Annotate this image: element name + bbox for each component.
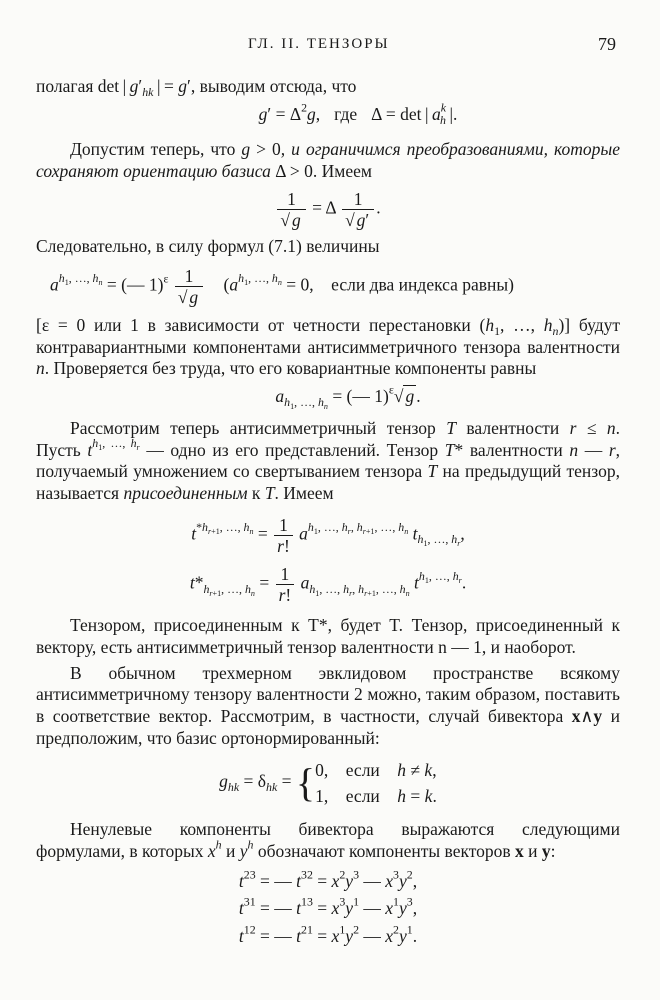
equation-sqrt-g: $\frac{1}{√ g}$ = Δ $\frac{1}{√ g'}$ . <box>36 189 620 230</box>
page-number: 79 <box>598 34 616 54</box>
equation-g-prime: $g' = \Delta^2g$, где Δ = det | $a^k_h$ |. <box>258 100 458 127</box>
equation-t31: $t^{31}$ = — $t^{13} = x^3y^1$ — $x^1y^3$, <box>238 895 418 919</box>
paragraph-6: Тензором, присоединенным к T*, будет T. Тензор, присоединенный к вектору, есть антисимметричный тензор валентности n — 1, и наоборот. <box>36 615 620 657</box>
paragraph-3: Следовательно, в силу формул (7.1) величины <box>36 236 380 257</box>
equation-t-star-upper: $t^{*h_{r+1}, \dots, h_n}$ = $\frac{1}{r!}$ $a^{h_1, \dots, h_r, h_{r+1}, \dots, h_n}$ $t_{h_1, \dots, h_r}$, <box>191 514 465 556</box>
equation-kronecker: $g_{hk} = \delta_{hk}$ = { 0, если h ≠ k, 1, если h = k. <box>219 760 437 807</box>
paragraph-8: Ненулевые компоненты бивектора выражаются следующими формулами, в которых $x^h$ и $y^h$ обозначают компоненты векторов x и y: <box>36 819 620 862</box>
equation-a-lower: $a_{h_1, \dots, h_n}$ = (— 1)$^\varepsilon$√ g . <box>275 382 421 412</box>
running-header <box>0 36 660 62</box>
equation-t23: $t^{23}$ = — $t^{32} = x^2y^3$ — $x^3y^2$, <box>238 867 418 891</box>
equation-t-star-lower: $t*_{h_{r+1}, \dots, h_n}$ = $\frac{1}{r!}$ $a_{h_1, \dots, h_r, h_{r+1}, \dots, h_n}$ $t^{h_1, \dots, h_r}$. <box>189 563 467 606</box>
equation-t12: $t^{12}$ = — $t^{21} = x^1y^2$ — $x^2y^1$. <box>238 922 418 947</box>
paragraph-5: Рассмотрим теперь антисимметричный тензор T валентности r ≤ n. Пусть $t^{h_1, \dots, h_r}$ — одно из его представлений. Тензор T* валентности n — r, получаемый умножением со свертыванием тензора T на предыдущий тензор, называется присоединенным к T. Имеем <box>36 417 621 503</box>
paragraph-7: В обычном трехмерном эвклидовом пространстве всякому антисимметричному тензору валентности 2 можно, таким образом, поставить в соответствие вектор. Рассмотрим, в частности, случай бивектора x∧y и предположим, что базис ортонормированный: <box>36 662 620 748</box>
paragraph-1: полагая det | $g'_{hk}$ | = g′, выводим отсюда, что <box>36 76 357 100</box>
page-body <box>36 76 620 954</box>
paragraph-4: [ε = 0 или 1 в зависимости от четности перестановки ($h_1$, …, $h_n$)] будут контравариантными компонентами антисимметричного тензора валентности n. Проверяется без труда, что его ковариантные компоненты равны <box>36 315 621 379</box>
chapter-title: ГЛ. II. ТЕНЗОРЫ <box>248 36 390 52</box>
paragraph-2: Допустим теперь, что g > 0, и ограничимся преобразованиями, которые сохраняют ориентацию базиса Δ > 0. Имеем <box>36 139 621 182</box>
equation-a-upper: $a^{h_1, \dots, h_n}$ = (— 1)$^\varepsilon$ $\frac{1}{√ g}$ ($a^{h_1, \dots, h_n} = 0$, если два индекса равны) <box>50 265 515 307</box>
